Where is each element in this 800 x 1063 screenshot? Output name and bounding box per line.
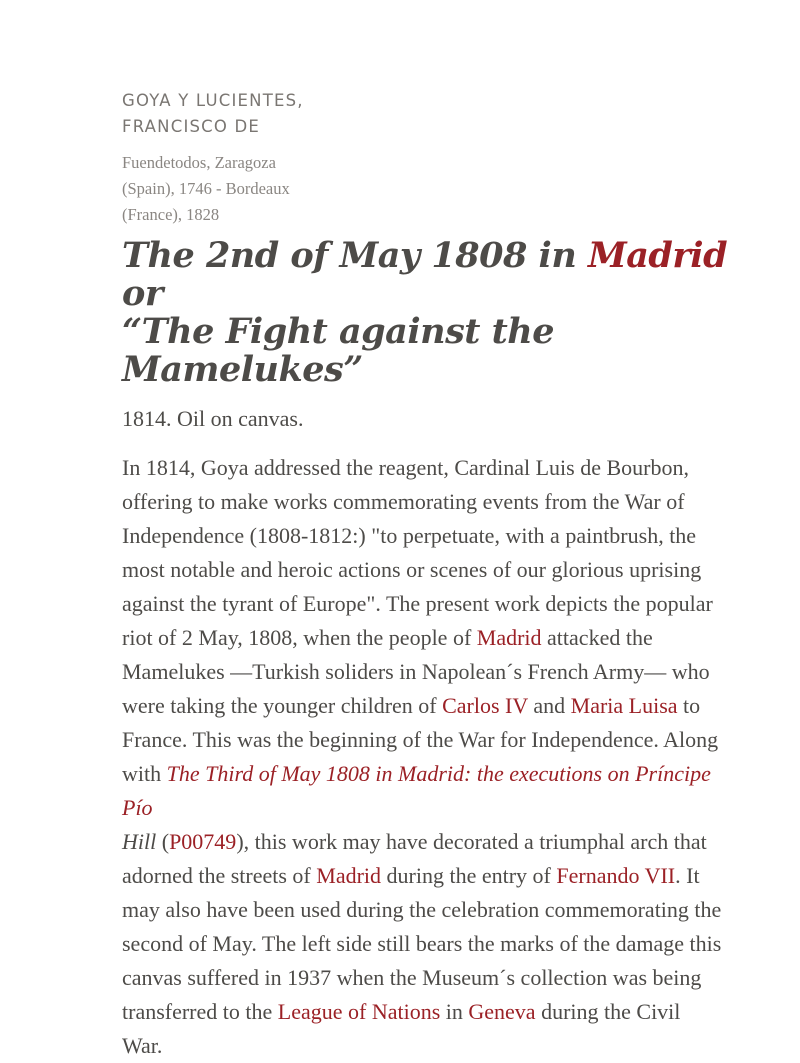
desc-text-8: . It may also have been used during the celebration commemorating the second of May. The left side still bears the marks of the damage this canvas suffered in 1937 when the Museum´s collection was being transferred to the	[122, 863, 722, 1024]
link-third-of-may[interactable]	[122, 761, 711, 820]
desc-hill: Hill	[122, 829, 157, 854]
birth-line-2: (Spain), 1746 - Bordeaux	[122, 179, 290, 198]
link-fernando-vii[interactable]: Fernando VII	[556, 863, 676, 888]
desc-text-9: in	[440, 999, 469, 1024]
desc-paren-open: (	[156, 829, 170, 854]
artwork-title	[122, 237, 732, 389]
date-medium: 1814. Oil on canvas.	[122, 406, 304, 431]
desc-text-10: during the Civil War.	[122, 999, 681, 1058]
link-madrid[interactable]: Madrid	[476, 625, 542, 650]
desc-text-6: ), this work may have decorated a triumphal arch that adorned the streets of	[122, 829, 707, 888]
title-part-2: or	[122, 273, 163, 314]
birth-line-1: Fuendetodos, Zaragoza	[122, 153, 276, 172]
artist-name-line-2: FRANCISCO DE	[122, 117, 261, 136]
link-league-of-nations[interactable]: League of Nations	[277, 999, 441, 1024]
desc-text-4: to France. This was the beginning of the War for Independence. Along with	[122, 693, 719, 786]
description-paragraph	[122, 451, 722, 1063]
link-p00749[interactable]: P00749	[169, 829, 237, 854]
title-part-1: The 2nd of May 1808 in	[122, 235, 588, 276]
link-carlos-iv[interactable]: Carlos IV	[442, 693, 528, 718]
link-third-of-may-subtitle: : the executions on Príncipe Pío	[122, 761, 711, 820]
artist-name	[122, 88, 732, 140]
link-maria-luisa[interactable]: Maria Luisa	[570, 693, 678, 718]
desc-text-3: and	[527, 693, 571, 718]
birth-line-3: (France), 1828	[122, 205, 220, 224]
link-madrid-2[interactable]: Madrid	[316, 863, 382, 888]
link-geneva[interactable]: Geneva	[468, 999, 536, 1024]
desc-text-2: attacked the Mamelukes —Turkish soliders in Napolean´s French Army— who were taking the younger children of	[122, 625, 710, 718]
artist-birth-death	[122, 150, 732, 228]
artist-name-line-1: GOYA Y LUCIENTES,	[122, 91, 304, 110]
link-third-of-may-title: The Third of May 1808 in Madrid	[166, 761, 465, 786]
title-link-madrid[interactable]: Madrid	[587, 235, 728, 276]
title-line-2: “The Fight against the Mamelukes”	[122, 311, 555, 390]
desc-text-1: In 1814, Goya addressed the reagent, Cardinal Luis de Bourbon, offering to make works commemorating events from the War of Independence (1808-1812:) "to perpetuate, with a paintbrush, the most notable and heroic actions or scenes of our glorious uprising against the tyrant of Europe". The present work depicts the popular riot of 2 May, 1808, when the people of	[122, 455, 713, 650]
desc-text-7: during the entry of	[381, 863, 557, 888]
artwork-entry	[122, 88, 732, 1063]
